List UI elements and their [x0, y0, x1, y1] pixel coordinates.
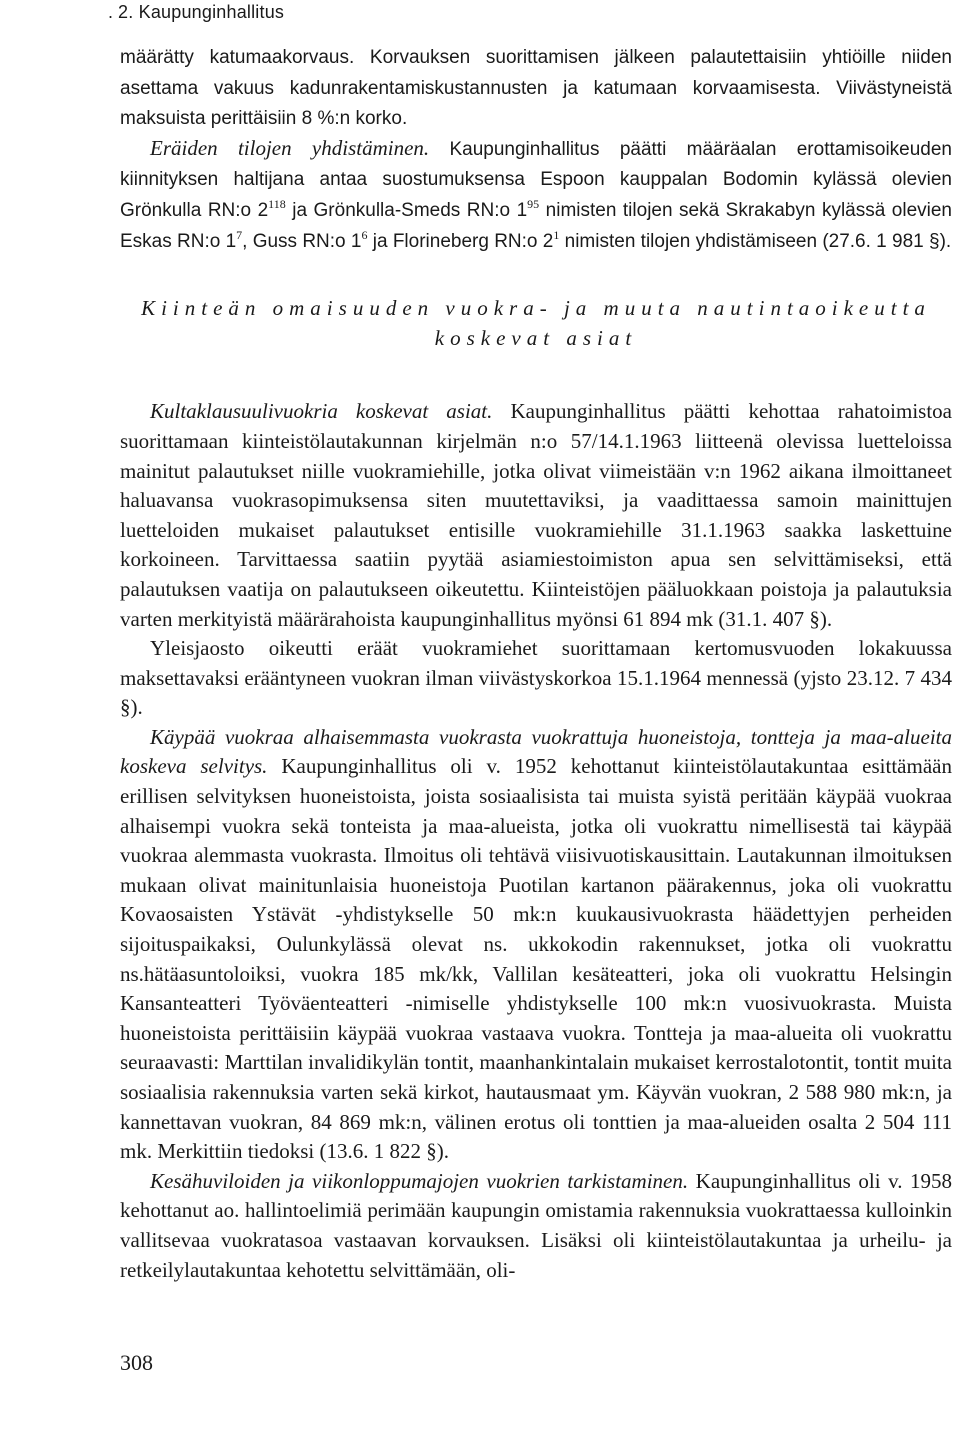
header-title: 2. Kaupunginhallitus [118, 2, 285, 22]
paragraph-heading: Eräiden tilojen yhdistäminen. [150, 135, 430, 160]
paragraph-katumaakorvaus: määrätty katumaakorvaus. Korvauksen suorittamisen jälkeen palautettaisiin yhtiöille niiden asettama vakuus kadunrakentamiskustannusten ja katumaan korvaamisesta. Viivästyneistä maksuista perittäisiin 8 %:n korko. [120, 47, 952, 130]
page-body [120, 42, 952, 1285]
running-header [108, 2, 285, 23]
paragraph-yleisjaosto: Yleisjaosto oikeutti eräät vuokramiehet suorittamaan kertomusvuoden lokakuussa maksettavaksi erääntyneen vuokran ilman viivästyskorkoa 15.1.1964 mennessä (yjsto 23.12. 7 434 §). [120, 636, 952, 720]
section-title-line-1: Kiinteän omaisuuden vuokra- ja muuta nautintaoikeutta [141, 296, 931, 321]
section-title-line-2: koskevat asiat [434, 325, 638, 350]
paragraph-heading: Kultaklausuulivuokria koskevat asiat. [150, 399, 493, 424]
paragraph-heading: Kesähuviloiden ja viikonloppumajojen vuokrien tarkistaminen. [150, 1168, 689, 1193]
section-title [120, 294, 952, 353]
paragraph-kaypaa-vuokraa: Käypää vuokraa alhaisemmasta vuokrasta vuokrattuja huoneistoja, tontteja ja maa-alueita koskeva selvitys. Kaupunginhallitus oli v. 1952 kehottanut kiinteistölautakuntaa esittämään erillisen selvityksen huoneistoista, joista sosiaalisista tai muista syistä peritään käypää vuokraa alhaisempi vuokra sekä tonteista ja maa-alueista, jotka oli vuokrattu nimellisestä tai käypää vuokraa alemmasta vuokrasta. Ilmoitus oli tehtävä viisivuotiskausittain. Lautakunnan ilmoituksen mukaan olivat mainitunlaisia huoneistoja Puotilan kartanon päärakennus, joka oli vuokrattu Kovaosaisten Ystävät -yhdistykselle 50 mk:n kuukausivuokrasta häädettyjen perheiden sijoituspaikaksi, Oulunkylässä olevat ns. ukkokodin rakennukset, jotka oli vuokrattu ns.hätäasuntoloiksi, vuokra 185 mk/kk, Vallilan kesäteatteri, joka oli vuokrattu Helsingin Kansanteatteri Työväenteatteri -nimiselle yhdistykselle 100 mk:n vuosivuokrasta. Muista huoneistoista perittäisiin käypää vuokraa vastaava vuokra. Tontteja ja maa-alueita oli vuokrattu seuraavasti: Marttilan invalidikylän tontit, maanhankintalain mukaiset kerrostalotontit, tontit muita sosiaalisia rakennuksia varten sekä kirkot, hautausmaat ym. Käyvän vuokran, 2 588 980 mk:n, ja kannettavan vuokran, 84 869 mk:n, välinen erotus oli tonttien ja maa-alueiden osalta 2 504 111 mk. Merkittiin tiedoksi (13.6. 1 822 §). [120, 724, 952, 1164]
paragraph-tilojen-yhdistaminen: Eräiden tilojen yhdistäminen. Kaupunginhallitus päätti määräalan erottamisoikeuden kiinnityksen haltijana antaa suostumuksensa Espoon kauppalan Bodomin kylässä olevien Grönkulla RN:o $2^{118}$ ja Grönkulla-Smeds RN:o $1^{95}$ nimisten tilojen sekä Skrakabyn kylässä olevien Eskas RN:o $1^7$, Guss RN:o $1^6$ ja Florineberg RN:o $2^1$ nimisten tilojen yhdistämiseen (27.6. 1 981 §). [120, 135, 952, 252]
paragraph-kesahuvilat: Kesähuviloiden ja viikonloppumajojen vuokrien tarkistaminen. Kaupunginhallitus oli v. 1958 kehottanut ao. hallintoelimiä perimään kaupungin omistamia rakennuksia vuokrattaessa kulloinkin vallitsevaa vuokratasoa vastaavan korvauksen. Lisäksi oli kiinteistölautakuntaa ja urheilu- ja retkeilylautakuntaa kehotettu selvittämään, oli- [120, 1168, 952, 1282]
page-number: 308 [120, 1350, 153, 1375]
header-marker: . [108, 2, 114, 22]
paragraph-heading: Käypää vuokraa alhaisemmasta vuokrasta vuokrattuja huoneistoja, tontteja ja maa-alueita koskeva selvitys. [120, 724, 952, 779]
paragraph-kultaklausuulivuokrat: Kultaklausuulivuokria koskevat asiat. Kaupunginhallitus päätti kehottaa rahatoimistoa suorittamaan kiinteistölautakunnan kirjelmän n:o 57/14.1.1963 liitteenä olevissa luetteloissa mainitut palautukset niille vuokramiehille, jotka olivat viimeistään v:n 1962 aikana ilmoittaneet haluavansa vuokrasopimuksensa siten muutettaviksi, ja vaadittaessa samoin mainittujen luetteloiden mukaiset palautukset entisille vuokramiehille 31.1.1963 saakka laskettuine korkoineen. Tarvittaessa saatiin pyytää asiamiestoimiston apua sen selvittämiseksi, että palautuksen vaatija on palautukseen oikeutettu. Kiinteistöjen pääluokkaan poistoja ja palautuksia varten merkityistä määrärahoista kaupunginhallitus myönsi 61 894 mk (31.1. 407 §). [120, 399, 952, 631]
